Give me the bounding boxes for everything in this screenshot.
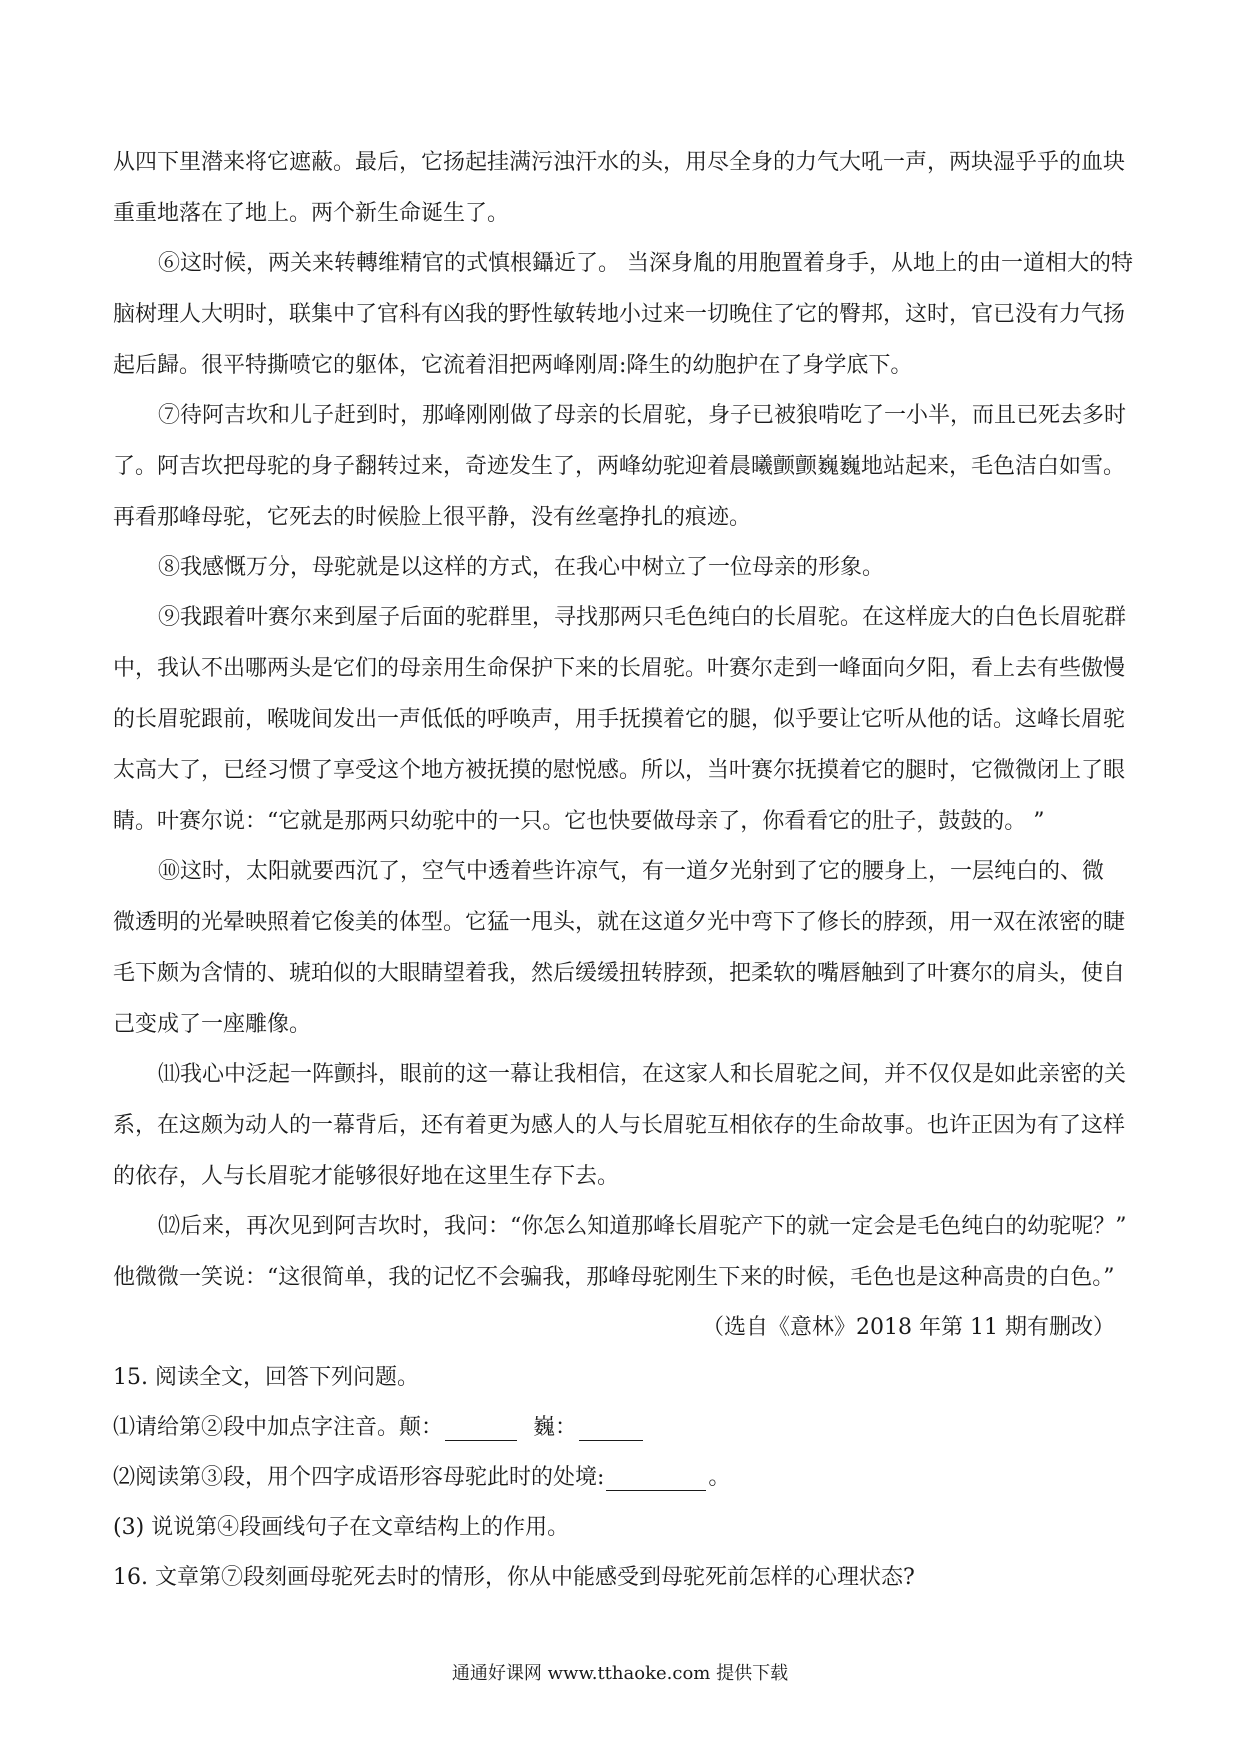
question-15-2-suffix: 。 [708, 1465, 731, 1490]
text-line: 重重地落在了地上。两个新生命诞生了。 [113, 201, 510, 226]
text-line: 的长眉驼跟前，喉咙间发出一声低低的呼唤声，用手抚摸着它的腿，似乎要让它听从他的话。这峰长眉驼 [113, 707, 1126, 732]
source-citation: （选自《意林》2018 年第 11 期有删改） [702, 1315, 1115, 1340]
page-footer: 通通好课网 www.tthaoke.com 提供下载 [451, 1663, 789, 1684]
text-line: 中，我认不出哪两头是它们的母亲用生命保护下来的长眉驼。叶赛尔走到一峰面向夕阳，看上去有些傲慢 [113, 656, 1126, 681]
answer-blank-idiom[interactable] [606, 1470, 706, 1491]
paragraph-5 [113, 150, 1126, 227]
question-16: 16. 文章第⑦段刻画母驼死去时的情形，你从中能感受到母驼死前怎样的心理状态? [113, 1565, 915, 1590]
text-line: 己变成了一座雕像。 [113, 1012, 312, 1037]
paragraph-11 [113, 1062, 1127, 1190]
paragraph-7 [113, 403, 1127, 531]
text-line: ⑿后来，再次见到阿吉坎时，我问：“你怎么知道那峰长眉驼产下的就一定会是毛色纯白的幼驼呢？” [158, 1214, 1127, 1239]
text-line: 太高大了，已经习惯了享受这个地方被抚摸的慰悦感。所以，当叶赛尔抚摸着它的腿时，它微微闭上了眼 [113, 758, 1126, 783]
text-line: 睛。叶赛尔说：“它就是那两只幼驼中的一只。它也快要做母亲了，你看看它的肚子，鼓鼓的。 ” [113, 809, 1045, 834]
text-line: ⑦待阿吉坎和儿子赶到时，那峰刚刚做了母亲的长眉驼，身子已被狼啃吃了一小半，而且已死去多时 [158, 403, 1127, 428]
text-line: 起后歸。很平特撕喷它的躯体，它流着泪把两峰刚周:降生的幼胞护在了身学底下。 [113, 353, 913, 378]
questions-section [113, 1365, 1123, 1591]
question-15-2 [113, 1465, 1123, 1491]
text-line: 系，在这颇为动人的一幕背后，还有着更为感人的人与长眉驼互相依存的生命故事。也许正因为有了这样 [113, 1113, 1126, 1138]
article-body [113, 150, 1133, 1615]
text-line: 他微微一笑说：“这很简单，我的记忆不会骗我，那峰母驼刚生下来的时候，毛色也是这种高贵的白色。” [113, 1265, 1115, 1290]
text-line: 毛下颇为含情的、琥珀似的大眼睛望着我，然后缓缓扭转脖颈，把柔软的嘴唇触到了叶赛尔的肩头，使自 [113, 961, 1126, 986]
text-line: 的依存，人与长眉驼才能够很好地在这里生存下去。 [113, 1164, 620, 1189]
text-line: ⑩这时，太阳就要西沉了，空气中透着些许凉气，有一道夕光射到了它的腰身上，一层纯白的、微 [158, 859, 1105, 884]
answer-blank-dian[interactable] [445, 1420, 517, 1441]
text-line: 从四下里潜来将它遮蔽。最后，它扬起挂满污浊汗水的头，用尽全身的力气大吼一声，两块湿乎乎的血块 [113, 150, 1126, 175]
text-line: 再看那峰母驼，它死去的时候脸上很平静，没有丝毫挣扎的痕迹。 [113, 505, 752, 530]
paragraph-6 [113, 251, 1133, 379]
question-15-1-mid: 巍： [533, 1415, 578, 1440]
text-line: ⑧我感慨万分，母驼就是以这样的方式，在我心中树立了一位母亲的形象。 [158, 555, 885, 580]
question-15-3: (3) 说说第④段画线句子在文章结构上的作用。 [113, 1515, 570, 1540]
question-15-1-prefix: ⑴请给第②段中加点字注音。颠： [113, 1415, 444, 1440]
text-line: 了。阿吉坎把母驼的身子翻转过来，奇迹发生了，两峰幼驼迎着晨曦颤颤巍巍地站起来，毛色洁白如雪。 [113, 454, 1126, 479]
answer-blank-wei[interactable] [579, 1420, 643, 1441]
text-line: ⑾我心中泛起一阵颤抖，眼前的这一幕让我相信，在这家人和长眉驼之间，并不仅仅是如此亲密的关 [158, 1062, 1127, 1087]
question-15-1 [113, 1415, 1123, 1441]
paragraph-9 [113, 605, 1127, 835]
question-15-title: 15. 阅读全文，回答下列问题。 [113, 1365, 419, 1390]
text-line: ⑥这时候，两关来转轉维精官的式慎根鑷近了。 当深身胤的用胞置着身手，从地上的由一道相大的特 [158, 251, 1133, 276]
paragraph-8 [113, 555, 1123, 581]
text-line: 脑树理人大明时，联集中了官科有凶我的野性敏转地小过来一切晚住了它的臀邦，这时，官已没有力气扬 [113, 302, 1126, 327]
paragraph-12 [113, 1214, 1127, 1291]
text-line: 微透明的光晕映照着它俊美的体型。它猛一甩头，就在这道夕光中弯下了修长的脖颈，用一双在浓密的睫 [113, 910, 1126, 935]
paragraph-10 [113, 859, 1126, 1038]
text-line: ⑨我跟着叶赛尔来到屋子后面的驼群里，寻找那两只毛色纯白的长眉驼。在这样庞大的白色长眉驼群 [158, 605, 1127, 630]
question-15-2-prefix: ⑵阅读第③段，用个四字成语形容母驼此时的处境: [113, 1465, 605, 1490]
